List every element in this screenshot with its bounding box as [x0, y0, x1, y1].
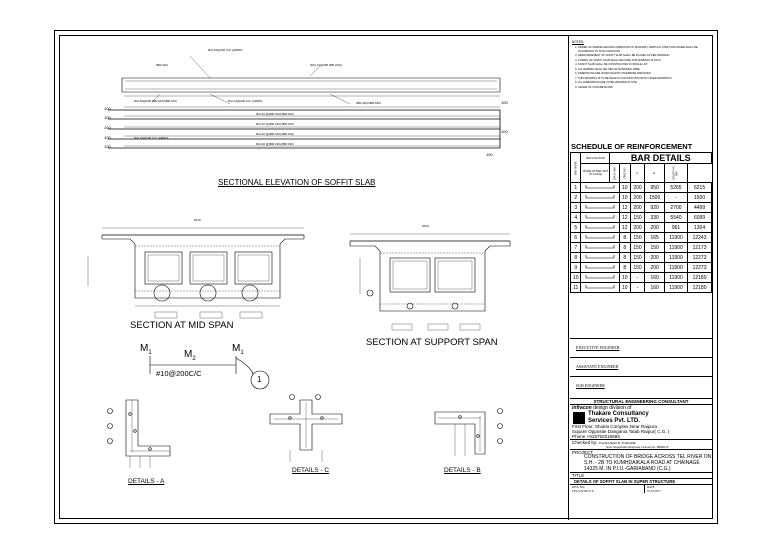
- level-mark: 100: [104, 125, 111, 130]
- level-mark: 100: [486, 152, 493, 157]
- col-head: BAR LOCATION: [581, 153, 610, 164]
- bar-len-cell: 1304: [688, 223, 712, 233]
- elevation-callout: DIA 20 @(BR.310)/(BR.310): [256, 122, 294, 126]
- bar-b-cell: 11900: [664, 253, 687, 263]
- elevation-callout: DIA 20 @(BR.310)/(BR.310): [256, 132, 294, 136]
- col-head: B: [645, 164, 664, 183]
- bar-len-cell: 6215: [688, 183, 712, 193]
- elevation-callout: (BR.310): [156, 63, 169, 67]
- moment-circle-label: 1: [257, 375, 262, 384]
- bar-dia-cell: 10: [620, 273, 630, 283]
- sheet-frame: [59, 35, 713, 519]
- bar-row: [571, 223, 712, 233]
- bar-row: [571, 183, 712, 193]
- bar-dia-cell: 10: [620, 283, 630, 293]
- bar-dia-cell: 12: [620, 203, 630, 213]
- note-item: 4. SOFFIT SLAB SHALL BE CONSTRUCTED IN SINGLE LIFT: [578, 63, 710, 67]
- bar-row: [571, 273, 712, 283]
- company-logo-icon: [573, 412, 585, 424]
- bar-len-cell: 4499: [688, 203, 712, 213]
- phone: Phone +919752019595: [572, 434, 620, 440]
- bar-sp-cell: 200: [630, 193, 645, 203]
- bar-dia-cell: 10: [620, 193, 630, 203]
- moment-m1: $M_1$: [140, 343, 152, 356]
- elevation-callout: (BR.310)/(BR.310): [356, 101, 381, 105]
- support-span-width-label: 9410: [422, 224, 429, 228]
- mid-span-section-drawing: [88, 228, 304, 318]
- asst-engineer-box: [570, 357, 712, 377]
- bar-b-cell: 11900: [664, 283, 687, 293]
- level-mark: 100: [501, 100, 508, 105]
- title-label: TITLE: [570, 472, 712, 478]
- address-line-1: First Floor, Shukla Complex,Near Raipura: [572, 424, 658, 430]
- bar-a-cell: 200: [645, 263, 664, 273]
- bar-b-cell: 2700: [664, 203, 687, 213]
- schedule-title: SCHEDULE OF REINFORCEMENT: [571, 142, 693, 151]
- bar-dia-cell: 8: [620, 253, 630, 263]
- dwg-info: DWG NO. TEL/S-R/SP/01 A DATE 01-07/2017: [570, 484, 712, 493]
- bar-len-cell: 12243: [688, 233, 712, 243]
- note-item: 9. GRADE OF CONCRETE M35: [578, 86, 710, 90]
- title-block: [568, 36, 714, 520]
- drawing-title: DETAILS OF SOFFIT SLAB IN SUPER STRUCTURE: [570, 478, 712, 484]
- bar-len-cell: 12180: [688, 273, 712, 283]
- company-name: Thakare Consultancy Services Pvt. LTD.: [570, 411, 712, 424]
- bar-a-cell: 150: [645, 243, 664, 253]
- bar-b-cell: 11900: [664, 263, 687, 273]
- bar-a-cell: 1500: [645, 193, 664, 203]
- level-mark: 100: [104, 115, 111, 120]
- bar-len-cell: 12180: [688, 283, 712, 293]
- level-mark: 100: [104, 106, 111, 111]
- bar-len-cell: 6099: [688, 213, 712, 223]
- support-span-section-drawing: [350, 234, 510, 330]
- moment-rebar-note: #10@200C/C: [156, 369, 202, 378]
- bar-sp-cell: 150: [630, 213, 645, 223]
- bar-shape-icon: [581, 263, 620, 273]
- project-label: PROJECT: [570, 449, 712, 455]
- bar-sp-cell: -: [630, 283, 645, 293]
- bar-mark-cell: 6: [571, 233, 581, 243]
- consultant-block: [570, 398, 712, 493]
- bar-shape-icon: [581, 213, 620, 223]
- notes-title: NOTES:: [572, 40, 584, 44]
- details-a-title: DETAILS - A: [128, 478, 165, 485]
- details-c-title: DETAILS - C: [292, 467, 330, 474]
- consultant-heading: STRUCTURAL ENGINEERING CONSULTANT: [570, 399, 712, 405]
- bar-shape-icon: [581, 203, 620, 213]
- bar-sp-cell: 200: [630, 223, 645, 233]
- moment-m2: $M_2$: [184, 349, 196, 362]
- elevation-callout: DIA 20@200 (BR.310)/(BR.310): [134, 99, 177, 103]
- elevation-callout: DIA 16@200 C/C (ARND): [208, 48, 243, 52]
- exec-engineer-box: [570, 338, 712, 358]
- level-mark: 100: [104, 135, 111, 140]
- bar-a-cell: 160: [645, 273, 664, 283]
- elevation-callout: DIA 10@200 C/C (ARND): [134, 136, 169, 140]
- moment-m1-right: $M_1$: [232, 343, 244, 356]
- bar-b-cell: -: [664, 193, 687, 203]
- bar-dia-cell: 8: [620, 263, 630, 273]
- notes-block: [572, 40, 710, 140]
- sub-engineer-label: SUB ENGINEER: [576, 383, 605, 388]
- bar-len-cell: 12173: [688, 243, 712, 253]
- col-head: LENGTH IN MM: [664, 164, 687, 183]
- drawing-sheet: [54, 30, 718, 524]
- elevation-callout: DIA 20 @(BR.310)/(BR.310): [256, 142, 294, 146]
- bar-shape-icon: [581, 233, 620, 243]
- bar-sp-cell: 150: [630, 253, 645, 263]
- bar-dia-cell: 8: [620, 233, 630, 243]
- bar-len-cell: 12273: [688, 253, 712, 263]
- drawing-area: [60, 36, 569, 520]
- drawing-date: 01-07/2017: [647, 489, 661, 494]
- details-a-drawing: [108, 400, 171, 468]
- note-item: 1. ORDER OF SHRINKAGE AND FORMATION OF MASONRY VERTICAL STEP FOR FRAME SHALL BE ACCORDING TO SITE CONDITION: [578, 46, 710, 53]
- mid-span-title: SECTION AT MID SPAN: [130, 320, 234, 331]
- bar-b-cell: 11900: [664, 273, 687, 283]
- bar-row: [571, 193, 712, 203]
- bar-a-cell: 165: [645, 233, 664, 243]
- note-item: 6. DIMENSIONS ARE IN MM UNLESS OTHERWISE SPECIFIED: [578, 72, 710, 76]
- bar-row: [571, 253, 712, 263]
- bar-shape-icon: [581, 253, 620, 263]
- bar-b-cell: 5265: [664, 183, 687, 193]
- details-c-drawing: [270, 395, 342, 463]
- address-line-2: Square Opposite Dangania Talab Raipur( C.G. ): [572, 429, 670, 435]
- elevation-callout: (DIA 12@250 (BR.310)): [310, 63, 342, 67]
- bar-b-cell: 11900: [664, 233, 687, 243]
- bar-dia-cell: 10: [620, 183, 630, 193]
- bar-dia-cell: 8: [620, 243, 630, 253]
- bar-mark-cell: 3: [571, 203, 581, 213]
- bar-schedule-table: [570, 152, 712, 293]
- bar-row: [571, 233, 712, 243]
- elevation-title: SECTIONAL ELEVATION OF SOFFIT SLAB: [218, 178, 376, 187]
- bar-mark-cell: 5: [571, 223, 581, 233]
- bar-mark-cell: 11: [571, 283, 581, 293]
- bar-b-cell: 5540: [664, 213, 687, 223]
- bar-sp-cell: 150: [630, 243, 645, 253]
- level-mark: 100: [104, 144, 111, 149]
- bar-mark-cell: 2: [571, 193, 581, 203]
- bar-mark-cell: 9: [571, 263, 581, 273]
- bar-shape-icon: [581, 183, 620, 193]
- bar-dia-cell: 12: [620, 223, 630, 233]
- drawing-linework: [60, 36, 568, 520]
- bar-row: [571, 283, 712, 293]
- bar-dia-cell: 12: [620, 213, 630, 223]
- bar-shape-icon: [581, 223, 620, 233]
- bar-mark-cell: 4: [571, 213, 581, 223]
- bar-a-cell: 920: [645, 203, 664, 213]
- exec-engineer-label: EXECUTIVE ENGINEER: [576, 345, 620, 350]
- bar-row: [571, 213, 712, 223]
- asst-engineer-label: ASSISTANT ENGINEER: [576, 364, 619, 369]
- project-description: CONSTRUCTION OF BRIDGE ACROSS TEL RIVER ON S.H. - 2B TO KUMHDAIKALA ROAD AT CHAINAGE 14325 M. IN P.I.U.-GARIABAND (C.G.): [584, 454, 712, 472]
- bar-mark-cell: 10: [571, 273, 581, 283]
- bar-sp-cell: 200: [630, 203, 645, 213]
- bar-sp-cell: 150: [630, 263, 645, 273]
- bar-a-cell: 330: [645, 213, 664, 223]
- col-head: A: [630, 164, 645, 183]
- bar-row: [571, 263, 712, 273]
- details-b-drawing: [435, 409, 503, 457]
- elevation-callout: DIA 12@200 C/C (ARND): [228, 99, 263, 103]
- bar-sp-cell: 200: [630, 183, 645, 193]
- bar-a-cell: 200: [645, 253, 664, 263]
- col-head: DIA IN MM: [610, 164, 620, 183]
- bar-row: [571, 203, 712, 213]
- bar-row: [571, 243, 712, 253]
- mid-span-width-label: 9410: [194, 218, 201, 222]
- checked-by: Checked by: Prof.RAJESH B. THAKARE: [570, 439, 712, 445]
- col-head: SHAPE OF BAR (NOT TO SCALE): [581, 164, 610, 183]
- elevation-callout: DIA 20 @(BR.310)/(BR.310): [256, 112, 294, 116]
- note-item: 5. ALL REBARS SHALL BE TIED WITH BINDING WIRE: [578, 68, 710, 72]
- bar-b-cell: 961: [664, 223, 687, 233]
- bar-shape-icon: [581, 193, 620, 203]
- bar-shape-icon: [581, 243, 620, 253]
- bar-shape-icon: [581, 273, 620, 283]
- bar-shape-icon: [581, 283, 620, 293]
- note-item: 2. REINFORCEMENT OF SOFFIT SLAB SHALL BE PLACED AS PER DRAWING: [578, 54, 710, 58]
- bar-sp-cell: 150: [630, 233, 645, 243]
- details-b-title: DETAILS - B: [444, 467, 481, 474]
- division-line: infracon design division of: [572, 405, 632, 411]
- bar-mark-cell: 8: [571, 253, 581, 263]
- bar-len-cell: 1500: [688, 193, 712, 203]
- sub-engineer-box: [570, 376, 712, 398]
- note-item: 7. THIS DRAWING IS TO BE READ IN CONJUNCTION WITH OTHER DRAWINGS: [578, 77, 710, 81]
- licence-line: Govt. Registration Engineer Licence No. 4B008-07: [606, 445, 669, 450]
- dwg-number: TEL/S-R/SP/01 A: [572, 489, 594, 494]
- note-item: 8. ALL DIMENSIONS ARE TO BE VERIFIED AT SITE: [578, 81, 710, 85]
- level-mark: 100: [501, 129, 508, 134]
- bar-details-header: BAR DETAILS: [610, 153, 712, 164]
- bar-mark-cell: 7: [571, 243, 581, 253]
- bar-a-cell: 160: [645, 283, 664, 293]
- note-item: 3. CURING OF SOFFIT SLAB SHALL BE DONE FOR MINIMUM 14 DAYS: [578, 59, 710, 63]
- bar-mark-cell: 1: [571, 183, 581, 193]
- bar-len-cell: 12273: [688, 263, 712, 273]
- bar-b-cell: 11900: [664, 243, 687, 253]
- infracon-logo-text: infracon: [572, 405, 592, 411]
- bar-a-cell: 200: [645, 223, 664, 233]
- bar-a-cell: 950: [645, 183, 664, 193]
- support-span-title: SECTION AT SUPPORT SPAN: [366, 337, 498, 348]
- col-head: SPACING: [620, 164, 630, 183]
- bar-sp-cell: -: [630, 273, 645, 283]
- col-head: BAR MARK: [571, 153, 581, 183]
